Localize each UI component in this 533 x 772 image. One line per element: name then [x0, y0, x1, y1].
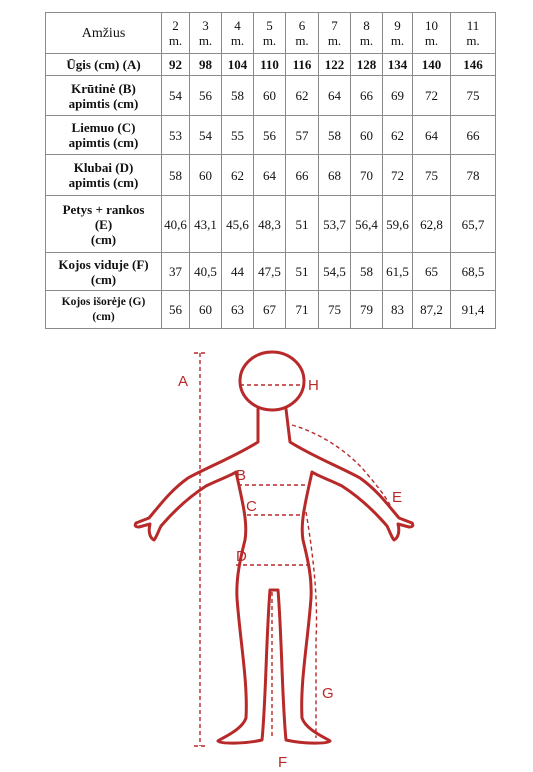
- value-cell: 58: [319, 116, 351, 155]
- outer-leg-row: [46, 291, 496, 329]
- value-cell: 51: [286, 253, 319, 291]
- letter-a: A: [178, 373, 189, 390]
- letter-g: G: [322, 685, 334, 702]
- value-cell: 62,8: [413, 196, 451, 253]
- hips-row: [46, 155, 496, 196]
- measurement-guides: [194, 353, 390, 746]
- value-cell: 40,5: [190, 253, 222, 291]
- value-cell: 58: [222, 76, 254, 116]
- letter-c: C: [246, 498, 257, 515]
- body-silhouette-outline: [135, 409, 413, 743]
- value-cell: 104: [222, 54, 254, 76]
- letter-e: E: [392, 489, 403, 506]
- value-cell: 58: [162, 155, 190, 196]
- value-cell: 62: [222, 155, 254, 196]
- height-row: [46, 54, 496, 76]
- value-cell: 59,6: [383, 196, 413, 253]
- row-label-height: Ūgis (cm) (A): [46, 54, 162, 76]
- value-cell: 47,5: [254, 253, 286, 291]
- value-cell: 66: [451, 116, 496, 155]
- value-cell: 91,4: [451, 291, 496, 329]
- age-cell: 9 m.: [383, 13, 413, 54]
- value-cell: 72: [413, 76, 451, 116]
- age-cell: 7 m.: [319, 13, 351, 54]
- value-cell: 55: [222, 116, 254, 155]
- body-outline: [135, 352, 413, 743]
- value-cell: 54: [190, 116, 222, 155]
- value-cell: 70: [351, 155, 383, 196]
- row-label-hips: Klubai (D) apimtis (cm): [46, 155, 162, 196]
- row-label-outer-leg: Kojos išorėje (G) (cm): [46, 291, 162, 329]
- age-cell: 5 m.: [254, 13, 286, 54]
- shoulder-arm-row: [46, 196, 496, 253]
- value-cell: 60: [190, 155, 222, 196]
- body-measurement-figure: [0, 340, 533, 772]
- value-cell: 64: [413, 116, 451, 155]
- waist-row: [46, 116, 496, 155]
- head-outline: [240, 352, 304, 410]
- value-cell: 122: [319, 54, 351, 76]
- age-cell: 3 m.: [190, 13, 222, 54]
- value-cell: 66: [286, 155, 319, 196]
- value-cell: 62: [286, 76, 319, 116]
- value-cell: 65,7: [451, 196, 496, 253]
- value-cell: 64: [319, 76, 351, 116]
- age-cell: 4 m.: [222, 13, 254, 54]
- value-cell: 65: [413, 253, 451, 291]
- value-cell: 45,6: [222, 196, 254, 253]
- value-cell: 83: [383, 291, 413, 329]
- value-cell: 110: [254, 54, 286, 76]
- value-cell: 60: [190, 291, 222, 329]
- value-cell: 68,5: [451, 253, 496, 291]
- value-cell: 37: [162, 253, 190, 291]
- value-cell: 69: [383, 76, 413, 116]
- value-cell: 40,6: [162, 196, 190, 253]
- size-chart-table: [45, 12, 496, 329]
- value-cell: 61,5: [383, 253, 413, 291]
- value-cell: 60: [254, 76, 286, 116]
- age-cell: 10 m.: [413, 13, 451, 54]
- value-cell: 56: [254, 116, 286, 155]
- value-cell: 87,2: [413, 291, 451, 329]
- value-cell: 134: [383, 54, 413, 76]
- value-cell: 140: [413, 54, 451, 76]
- value-cell: 56: [190, 76, 222, 116]
- value-cell: 60: [351, 116, 383, 155]
- value-cell: 56,4: [351, 196, 383, 253]
- row-label-chest: Krūtinė (B) apimtis (cm): [46, 76, 162, 116]
- value-cell: 62: [383, 116, 413, 155]
- letter-h: H: [308, 377, 319, 394]
- value-cell: 75: [319, 291, 351, 329]
- value-cell: 146: [451, 54, 496, 76]
- letter-d: D: [236, 548, 247, 565]
- value-cell: 53: [162, 116, 190, 155]
- letter-b: B: [236, 467, 247, 484]
- age-header-row: [46, 13, 496, 54]
- value-cell: 58: [351, 253, 383, 291]
- letter-f: F: [278, 754, 288, 771]
- value-cell: 78: [451, 155, 496, 196]
- value-cell: 116: [286, 54, 319, 76]
- value-cell: 79: [351, 291, 383, 329]
- value-cell: 75: [413, 155, 451, 196]
- chest-row: [46, 76, 496, 116]
- age-cell: 11 m.: [451, 13, 496, 54]
- age-header-label: Amžius: [46, 13, 162, 54]
- value-cell: 71: [286, 291, 319, 329]
- value-cell: 57: [286, 116, 319, 155]
- value-cell: 43,1: [190, 196, 222, 253]
- value-cell: 48,3: [254, 196, 286, 253]
- row-label-waist: Liemuo (C) apimtis (cm): [46, 116, 162, 155]
- age-cell: 2 m.: [162, 13, 190, 54]
- value-cell: 44: [222, 253, 254, 291]
- value-cell: 56: [162, 291, 190, 329]
- value-cell: 68: [319, 155, 351, 196]
- row-label-shoulder-arm: Petys + rankos (E) (cm): [46, 196, 162, 253]
- age-cell: 8 m.: [351, 13, 383, 54]
- row-label-inner-leg: Kojos viduje (F) (cm): [46, 253, 162, 291]
- value-cell: 92: [162, 54, 190, 76]
- value-cell: 128: [351, 54, 383, 76]
- value-cell: 72: [383, 155, 413, 196]
- inner-leg-row: [46, 253, 496, 291]
- value-cell: 67: [254, 291, 286, 329]
- value-cell: 53,7: [319, 196, 351, 253]
- value-cell: 98: [190, 54, 222, 76]
- value-cell: 54: [162, 76, 190, 116]
- value-cell: 63: [222, 291, 254, 329]
- value-cell: 75: [451, 76, 496, 116]
- value-cell: 54,5: [319, 253, 351, 291]
- child-silhouette-diagram: [0, 340, 533, 772]
- value-cell: 51: [286, 196, 319, 253]
- value-cell: 66: [351, 76, 383, 116]
- age-cell: 6 m.: [286, 13, 319, 54]
- value-cell: 64: [254, 155, 286, 196]
